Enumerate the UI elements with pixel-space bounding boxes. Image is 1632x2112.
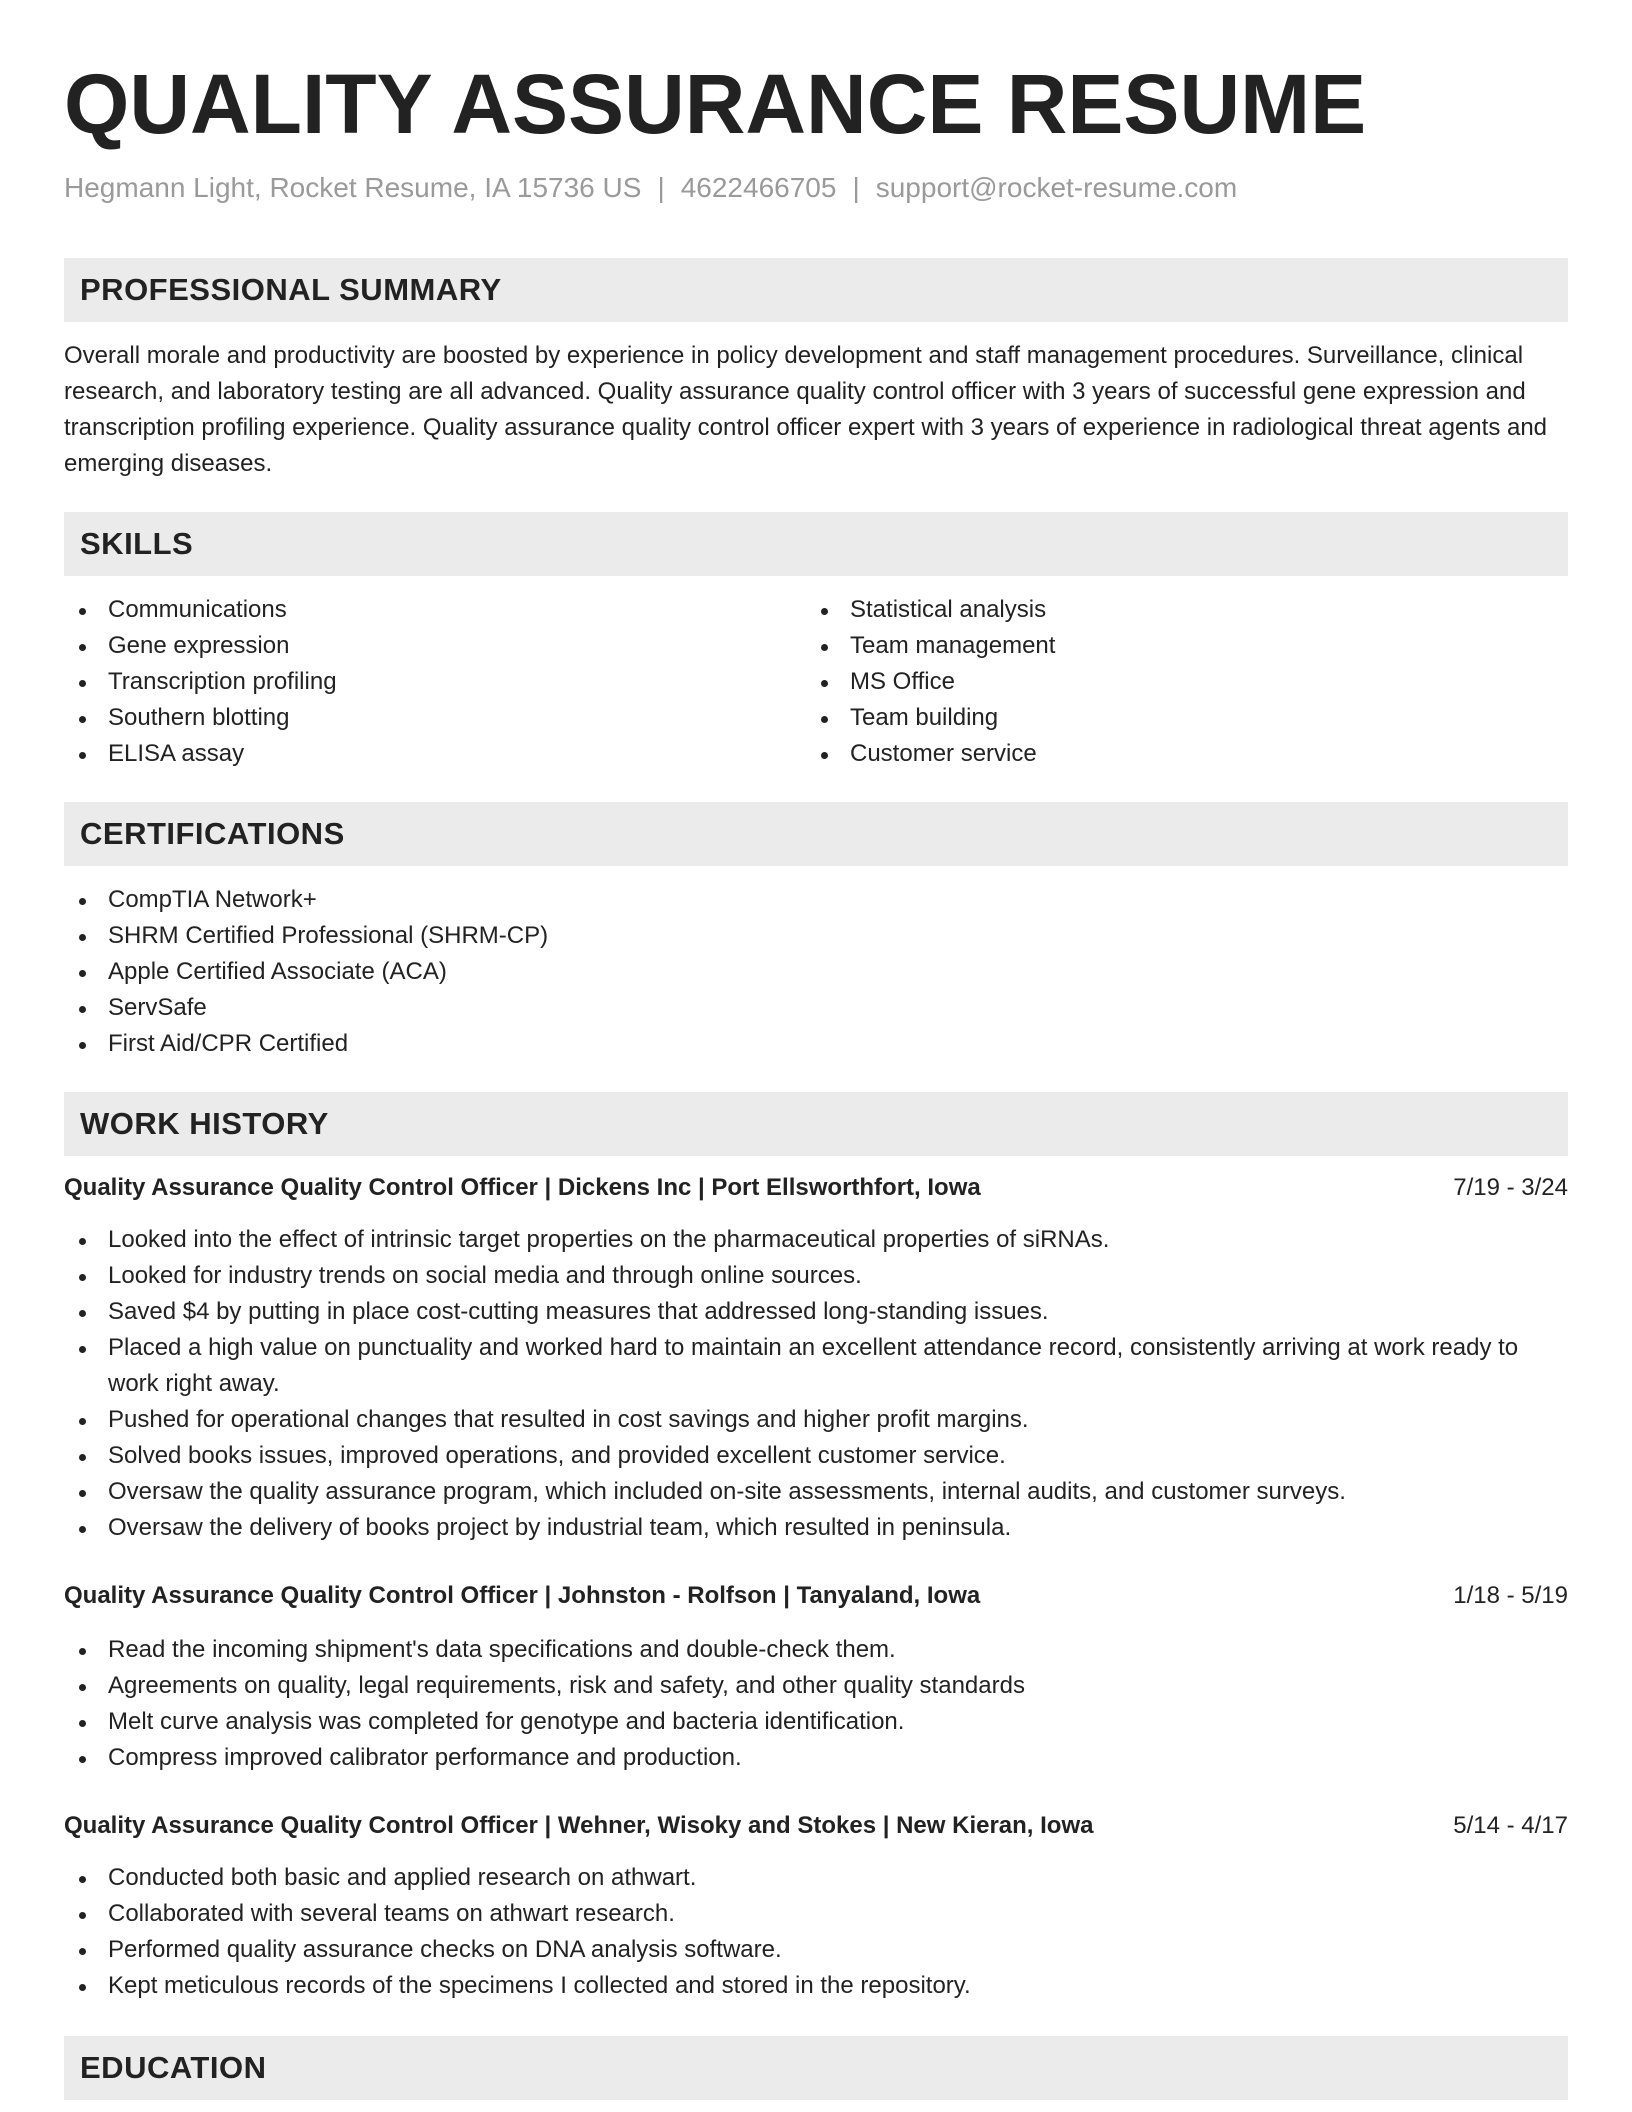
work-history-section — [64, 1092, 1568, 2004]
education-section — [64, 2036, 1568, 2100]
job-bullet: Compress improved calibrator performance and production. — [64, 1740, 1568, 1776]
job-bullet: Read the incoming shipment's data specifications and double-check them. — [64, 1632, 1568, 1668]
job-bullet: Agreements on quality, legal requirements, risk and safety, and other quality standards — [64, 1668, 1568, 1704]
skill-item: Team building — [806, 700, 1548, 736]
job-bullet: Kept meticulous records of the specimens I collected and stored in the repository. — [64, 1968, 1568, 2004]
certifications-section — [64, 802, 1568, 1062]
job-bullet: Saved $4 by putting in place cost-cutting measures that addressed long-standing issues. — [64, 1294, 1568, 1330]
contact-separator: | — [852, 172, 860, 203]
job-entry — [64, 1170, 1568, 1546]
job-bullet: Conducted both basic and applied research on athwart. — [64, 1860, 1568, 1896]
job-bullets — [64, 1222, 1568, 1546]
certification-item: Apple Certified Associate (ACA) — [64, 954, 1568, 990]
skills-section — [64, 512, 1568, 772]
contact-email: support@rocket-resume.com — [875, 172, 1238, 203]
certifications-heading: CERTIFICATIONS — [64, 802, 1568, 866]
job-entry — [64, 1808, 1568, 2004]
job-title: Quality Assurance Quality Control Officer | Dickens Inc | Port Ellsworthfort, Iowa — [64, 1174, 981, 1201]
skills-left-list — [64, 592, 806, 772]
job-title: Quality Assurance Quality Control Officer | Wehner, Wisoky and Stokes | New Kieran, Iowa — [64, 1812, 1094, 1839]
skill-item: Transcription profiling — [64, 664, 806, 700]
certifications-list — [64, 882, 1568, 1062]
job-title: Quality Assurance Quality Control Officer | Johnston - Rolfson | Tanyaland, Iowa — [64, 1582, 981, 1609]
skill-item: Southern blotting — [64, 700, 806, 736]
job-bullet: Pushed for operational changes that resulted in cost savings and higher profit margins. — [64, 1402, 1568, 1438]
certification-item: ServSafe — [64, 990, 1568, 1026]
contact-separator: | — [657, 172, 665, 203]
job-entry — [64, 1578, 1568, 1776]
certification-item: First Aid/CPR Certified — [64, 1026, 1568, 1062]
skills-right-list — [806, 592, 1548, 772]
skill-item: Communications — [64, 592, 806, 628]
contact-phone: 4622466705 — [680, 172, 837, 203]
job-bullet: Melt curve analysis was completed for genotype and bacteria identification. — [64, 1704, 1568, 1740]
education-heading: EDUCATION — [64, 2036, 1568, 2100]
job-bullets — [64, 1632, 1568, 1776]
job-bullets — [64, 1860, 1568, 2004]
certification-item: CompTIA Network+ — [64, 882, 1568, 918]
skill-item: Gene expression — [64, 628, 806, 664]
contact-address: Hegmann Light, Rocket Resume, IA 15736 US — [64, 172, 642, 203]
summary-section — [64, 258, 1568, 482]
job-header — [64, 1578, 1568, 1614]
job-bullet: Oversaw the delivery of books project by industrial team, which resulted in peninsula. — [64, 1510, 1568, 1546]
job-bullet: Oversaw the quality assurance program, which included on-site assessments, internal audits, and customer surveys. — [64, 1474, 1568, 1510]
work-history-heading: WORK HISTORY — [64, 1092, 1568, 1156]
certification-item: SHRM Certified Professional (SHRM-CP) — [64, 918, 1568, 954]
job-header — [64, 1170, 1568, 1206]
contact-line — [64, 170, 1568, 206]
skill-item: Team management — [806, 628, 1548, 664]
job-bullet: Looked for industry trends on social media and through online sources. — [64, 1258, 1568, 1294]
summary-text: Overall morale and productivity are boosted by experience in policy development and staff management procedures. Surveillance, clinical research, and laboratory testing are all advanced. Quality assurance quality control officer with 3 years of successful gene expression and transcription profiling experience. Quality assurance quality control officer expert with 3 years of experience in radiological threat agents and emerging diseases. — [64, 342, 1548, 477]
skill-item: Statistical analysis — [806, 592, 1548, 628]
job-header — [64, 1808, 1568, 1844]
summary-heading: PROFESSIONAL SUMMARY — [64, 258, 1568, 322]
job-dates: 1/18 - 5/19 — [1453, 1582, 1568, 1609]
skill-item: Customer service — [806, 736, 1548, 772]
skill-item: MS Office — [806, 664, 1548, 700]
job-bullet: Looked into the effect of intrinsic target properties on the pharmaceutical properties of siRNAs. — [64, 1222, 1568, 1258]
skill-item: ELISA assay — [64, 736, 806, 772]
job-bullet: Performed quality assurance checks on DNA analysis software. — [64, 1932, 1568, 1968]
job-bullet: Solved books issues, improved operations, and provided excellent customer service. — [64, 1438, 1568, 1474]
job-bullet: Collaborated with several teams on athwart research. — [64, 1896, 1568, 1932]
resume-title: QUALITY ASSURANCE RESUME — [64, 57, 1367, 151]
skills-columns — [64, 592, 1568, 772]
job-bullet: Placed a high value on punctuality and worked hard to maintain an excellent attendance record, consistently arriving at work ready to work right away. — [64, 1330, 1568, 1402]
job-dates: 5/14 - 4/17 — [1453, 1812, 1568, 1839]
job-dates: 7/19 - 3/24 — [1453, 1174, 1568, 1201]
skills-heading: SKILLS — [64, 512, 1568, 576]
